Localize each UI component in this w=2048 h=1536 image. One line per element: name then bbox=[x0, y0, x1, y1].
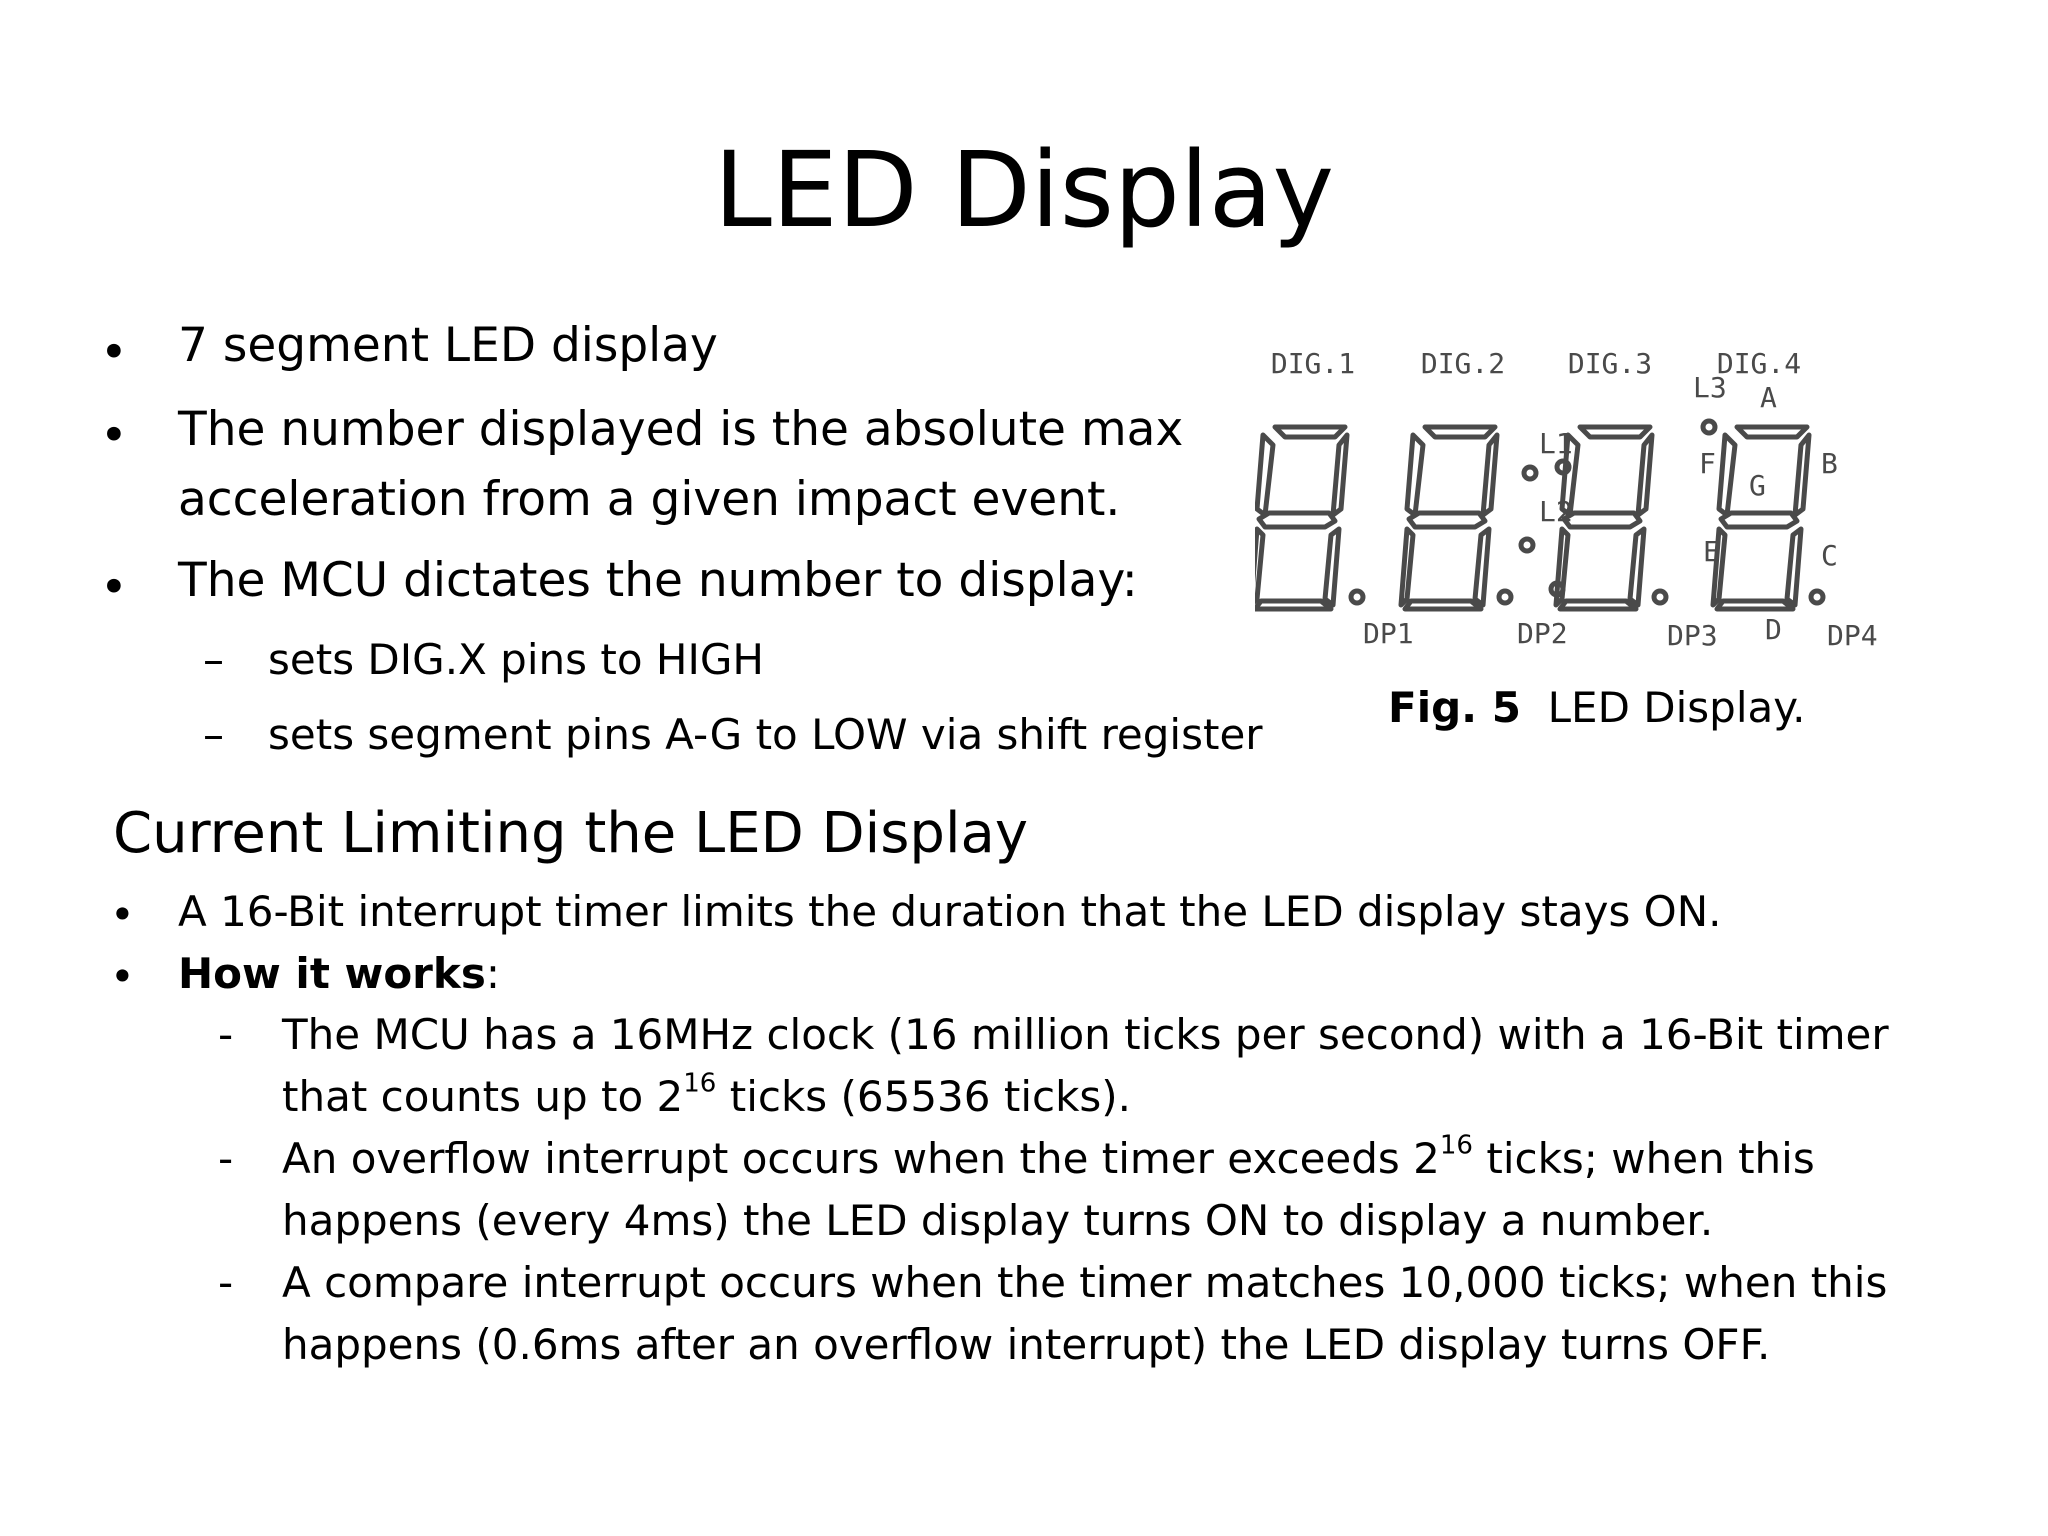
superscript: 16 bbox=[1439, 1130, 1473, 1161]
bold-lead: How it works bbox=[178, 949, 486, 998]
bullet-text: A 16-Bit interrupt timer limits the duration that the LED display stays ON. bbox=[178, 887, 1722, 936]
segment-label: D bbox=[1765, 613, 1782, 646]
detail-line bbox=[282, 1130, 1815, 1184]
segment-label: E bbox=[1703, 535, 1720, 568]
figure-caption-label: Fig. 5 bbox=[1388, 683, 1521, 732]
hyphen-marker: - bbox=[218, 1134, 234, 1183]
bullet-marker: • bbox=[100, 408, 128, 463]
digit-4 bbox=[1713, 427, 1809, 609]
segment-label: A bbox=[1760, 381, 1777, 414]
digit-2 bbox=[1401, 427, 1497, 609]
segment-label: G bbox=[1749, 469, 1766, 502]
sub-bullet-text: sets segment pins A-G to LOW via shift register bbox=[268, 710, 1263, 759]
digit-label: DIG.3 bbox=[1567, 347, 1653, 380]
text-segment: An overflow interrupt occurs when the timer exceeds 2 bbox=[282, 1134, 1440, 1183]
bold-lead-colon: : bbox=[485, 949, 500, 998]
sub-bullet-text: sets DIG.X pins to HIGH bbox=[268, 635, 764, 684]
figure-caption-text: LED Display. bbox=[1547, 683, 1806, 732]
dash-marker: – bbox=[203, 710, 224, 759]
bullet-marker: • bbox=[100, 560, 128, 615]
segment-label: C bbox=[1821, 539, 1838, 572]
bullet-text: The number displayed is the absolute max bbox=[178, 402, 1184, 457]
text-segment: that counts up to 2 bbox=[282, 1072, 684, 1121]
text-segment: ticks (65536 ticks). bbox=[716, 1072, 1132, 1121]
segment-label: B bbox=[1821, 447, 1838, 480]
dp-label: DP3 bbox=[1667, 619, 1718, 652]
bullet-text: 7 segment LED display bbox=[178, 318, 718, 373]
detail-line: The MCU has a 16MHz clock (16 million ticks per second) with a 16-Bit timer bbox=[282, 1010, 1889, 1059]
slide-title: LED Display bbox=[713, 129, 1335, 251]
dp-label: DP1 bbox=[1363, 617, 1414, 650]
detail-line: A compare interrupt occurs when the timer matches 10,000 ticks; when this bbox=[282, 1258, 1888, 1307]
section-heading: Current Limiting the LED Display bbox=[113, 801, 1028, 866]
bullet-marker: • bbox=[100, 325, 128, 380]
dp-label: DP2 bbox=[1517, 617, 1568, 650]
bullet-marker: • bbox=[110, 890, 135, 939]
seven-segment-display-figure bbox=[1255, 335, 1915, 675]
digit-label: DIG.2 bbox=[1420, 347, 1506, 380]
detail-line bbox=[282, 1068, 1132, 1122]
colon-label: L2 bbox=[1539, 495, 1573, 528]
segment-label: F bbox=[1699, 447, 1716, 480]
digit-1 bbox=[1255, 427, 1347, 609]
bullet-text: The MCU dictates the number to display: bbox=[178, 553, 1138, 608]
hyphen-marker: - bbox=[218, 1258, 234, 1307]
bullet-marker: • bbox=[110, 952, 135, 1001]
colon-label: L3 bbox=[1693, 371, 1727, 404]
detail-line: happens (0.6ms after an overflow interrupt) the LED display turns OFF. bbox=[282, 1320, 1771, 1369]
superscript: 16 bbox=[683, 1068, 717, 1099]
dp-label: DP4 bbox=[1827, 619, 1878, 652]
hyphen-marker: - bbox=[218, 1010, 234, 1059]
digit-label: DIG.1 bbox=[1270, 347, 1356, 380]
colon-label: L1 bbox=[1539, 427, 1573, 460]
bullet-text bbox=[178, 949, 500, 999]
detail-line: happens (every 4ms) the LED display turns ON to display a number. bbox=[282, 1196, 1714, 1245]
dash-marker: – bbox=[203, 635, 224, 684]
bullet-text-continued: acceleration from a given impact event. bbox=[178, 472, 1121, 527]
text-segment: ticks; when this bbox=[1473, 1134, 1815, 1183]
figure-caption bbox=[1388, 683, 1805, 732]
digit-label: DIG.4 bbox=[1716, 347, 1802, 380]
